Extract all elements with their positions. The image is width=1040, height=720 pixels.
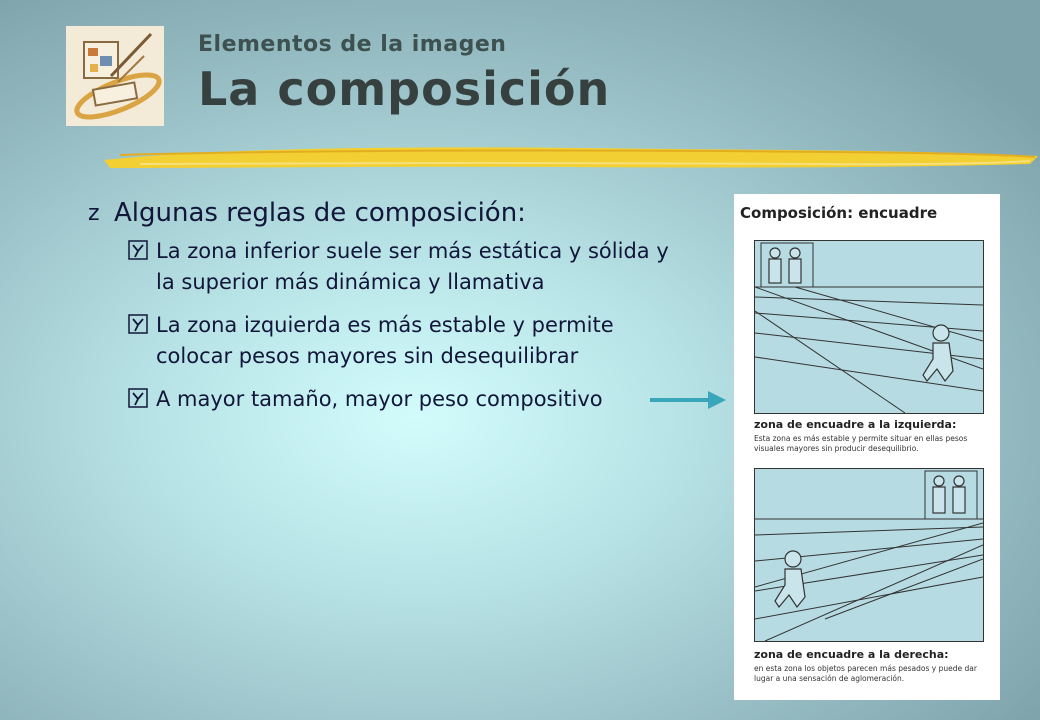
left-panel-caption: zona de encuadre a la izquierda: [754, 418, 957, 431]
logo-painting-icon [66, 26, 164, 126]
page-title: La composición [198, 62, 611, 116]
checkbox-bullet-icon [128, 388, 156, 408]
right-panel-description: en esta zona los objetos parecen más pesados y puede dar lugar a una sensación de aglomeración. [754, 664, 977, 683]
list-heading-text: Algunas reglas de composición: [114, 198, 526, 228]
checkbox-bullet-icon [128, 314, 156, 334]
list-item [128, 236, 678, 298]
brush-stroke-divider [100, 138, 1040, 178]
list-item-text: A mayor tamaño, mayor peso compositivo [156, 387, 603, 411]
list-item [128, 384, 678, 415]
arrow-right-icon [648, 389, 728, 411]
rules-list [88, 198, 678, 427]
checkbox-bullet-icon [128, 240, 156, 260]
list-item [128, 310, 678, 372]
list-item-text: La zona izquierda es más estable y permite colocar pesos mayores sin desequilibrar [156, 313, 614, 368]
list-item-text: La zona inferior suele ser más estática y sólida y la superior más dinámica y llamativa [156, 239, 669, 294]
z-bullet-icon: z [88, 201, 100, 226]
list-heading [88, 198, 678, 228]
left-framing-illustration [754, 240, 984, 414]
page-subtitle: Elementos de la imagen [198, 32, 507, 57]
right-panel-caption: zona de encuadre a la derecha: [754, 648, 949, 661]
left-panel-description: Esta zona es más estable y permite situar en ellas pesos visuales mayores sin producir desequilibrio. [754, 434, 968, 453]
figure-title: Composición: encuadre [740, 204, 938, 222]
composition-figure [734, 194, 1000, 700]
right-framing-illustration [754, 468, 984, 642]
